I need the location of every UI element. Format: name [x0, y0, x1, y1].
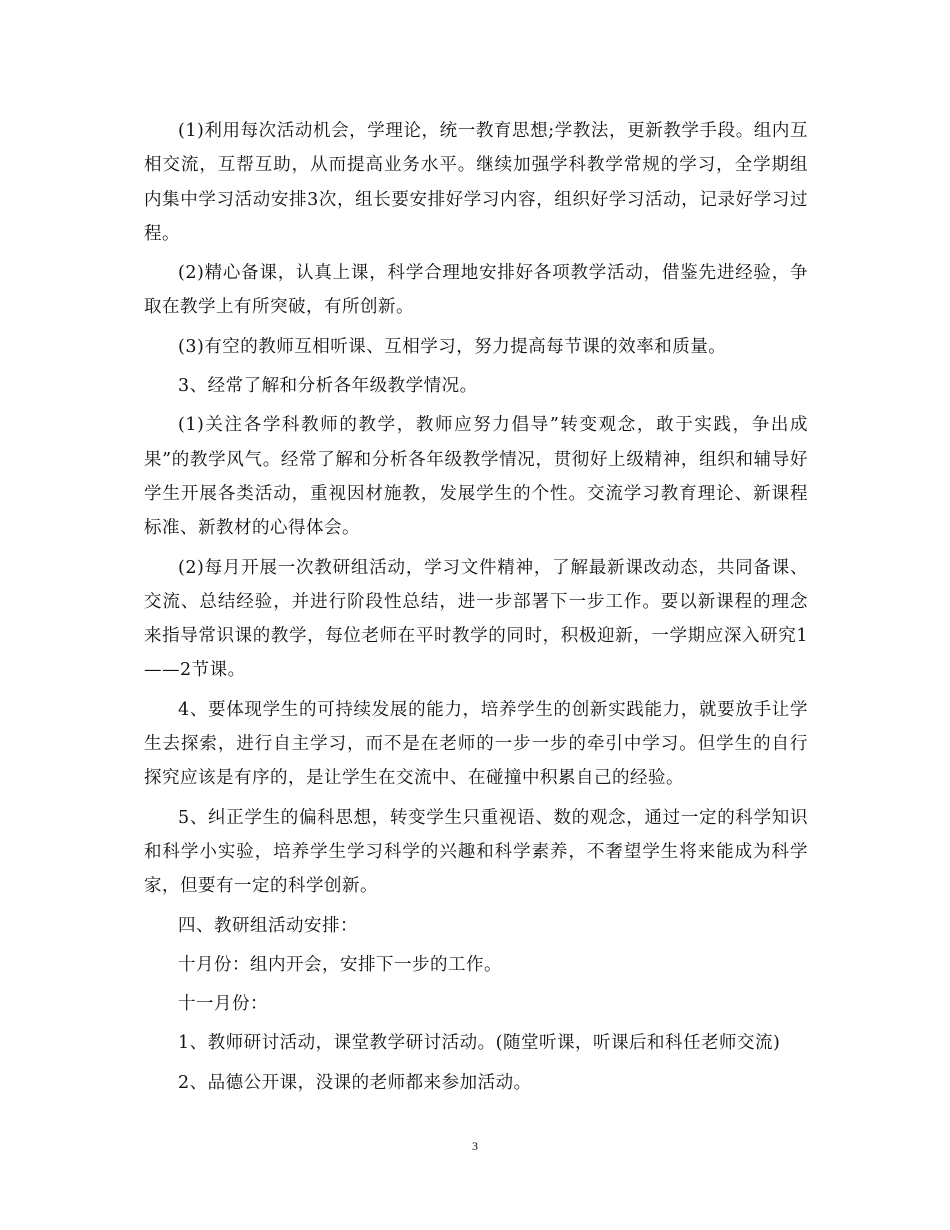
- paragraph-1: (1)利用每次活动机会，学理论，统一教育思想;学教法，更新教学手段。组内互相交流，互帮互助，从而提高业务水平。继续加强学科教学常规的学习，全学期组内集中学习活动安排3次，组长要安排好学习内容，组织好学习活动，记录好学习过程。: [144, 121, 808, 244]
- section-heading: 四、教研组活动安排：: [178, 915, 358, 936]
- paragraph-october: 十月份：组内开会，安排下一步的工作。: [178, 954, 502, 975]
- paragraph-5: (1)关注各学科教师的教学，教师应努力倡导”转变观念，敢于实践，争出成果”的教学风气。经常了解和分析各年级教学情况，贯彻好上级精神，组织和辅导好学生开展各类活动，重视因材施教，发展学生的个性。交流学习教育理论、新课程标准、新教材的心得体会。: [144, 415, 808, 539]
- page-number: 3: [472, 1139, 478, 1153]
- paragraph-november-item-1: 1、教师研讨活动，课堂教学研讨活动。(随堂听课，听课后和科任老师交流): [178, 1033, 781, 1054]
- paragraph-6: (2)每月开展一次教研组活动，学习文件精神，了解最新课改动态，共同备课、交流、总结经验，并进行阶段性总结，进一步部署下一步工作。要以新课程的理念来指导常识课的教学，每位老师在平时教学的同时，积极迎新，一学期应深入研究1——2节课。: [144, 557, 808, 681]
- paragraph-8: 5、纠正学生的偏科思想，转变学生只重视语、数的观念，通过一定的科学知识和科学小实验，培养学生学习科学的兴趣和科学素养，不奢望学生将来能成为科学家，但要有一定的科学创新。: [144, 807, 808, 897]
- paragraph-november: 十一月份：: [178, 994, 268, 1015]
- paragraph-3: (3)有空的教师互相听课、互相学习，努力提高每节课的效率和质量。: [178, 336, 727, 357]
- paragraph-november-item-2: 2、品德公开课，没课的老师都来参加活动。: [178, 1072, 532, 1093]
- paragraph-7: 4、要体现学生的可持续发展的能力，培养学生的创新实践能力，就要放手让学生去探索，进行自主学习，而不是在老师的一步一步的牵引中学习。但学生的自行探究应该是有序的，是让学生在交流中、在碰撞中积累自己的经验。: [144, 699, 808, 789]
- document-body: [144, 114, 808, 1105]
- paragraph-2: (2)精心备课，认真上课，科学合理地安排好各项教学活动，借鉴先进经验，争取在教学上有所突破，有所创新。: [144, 263, 808, 318]
- paragraph-4: 3、经常了解和分析各年级教学情况。: [178, 376, 478, 397]
